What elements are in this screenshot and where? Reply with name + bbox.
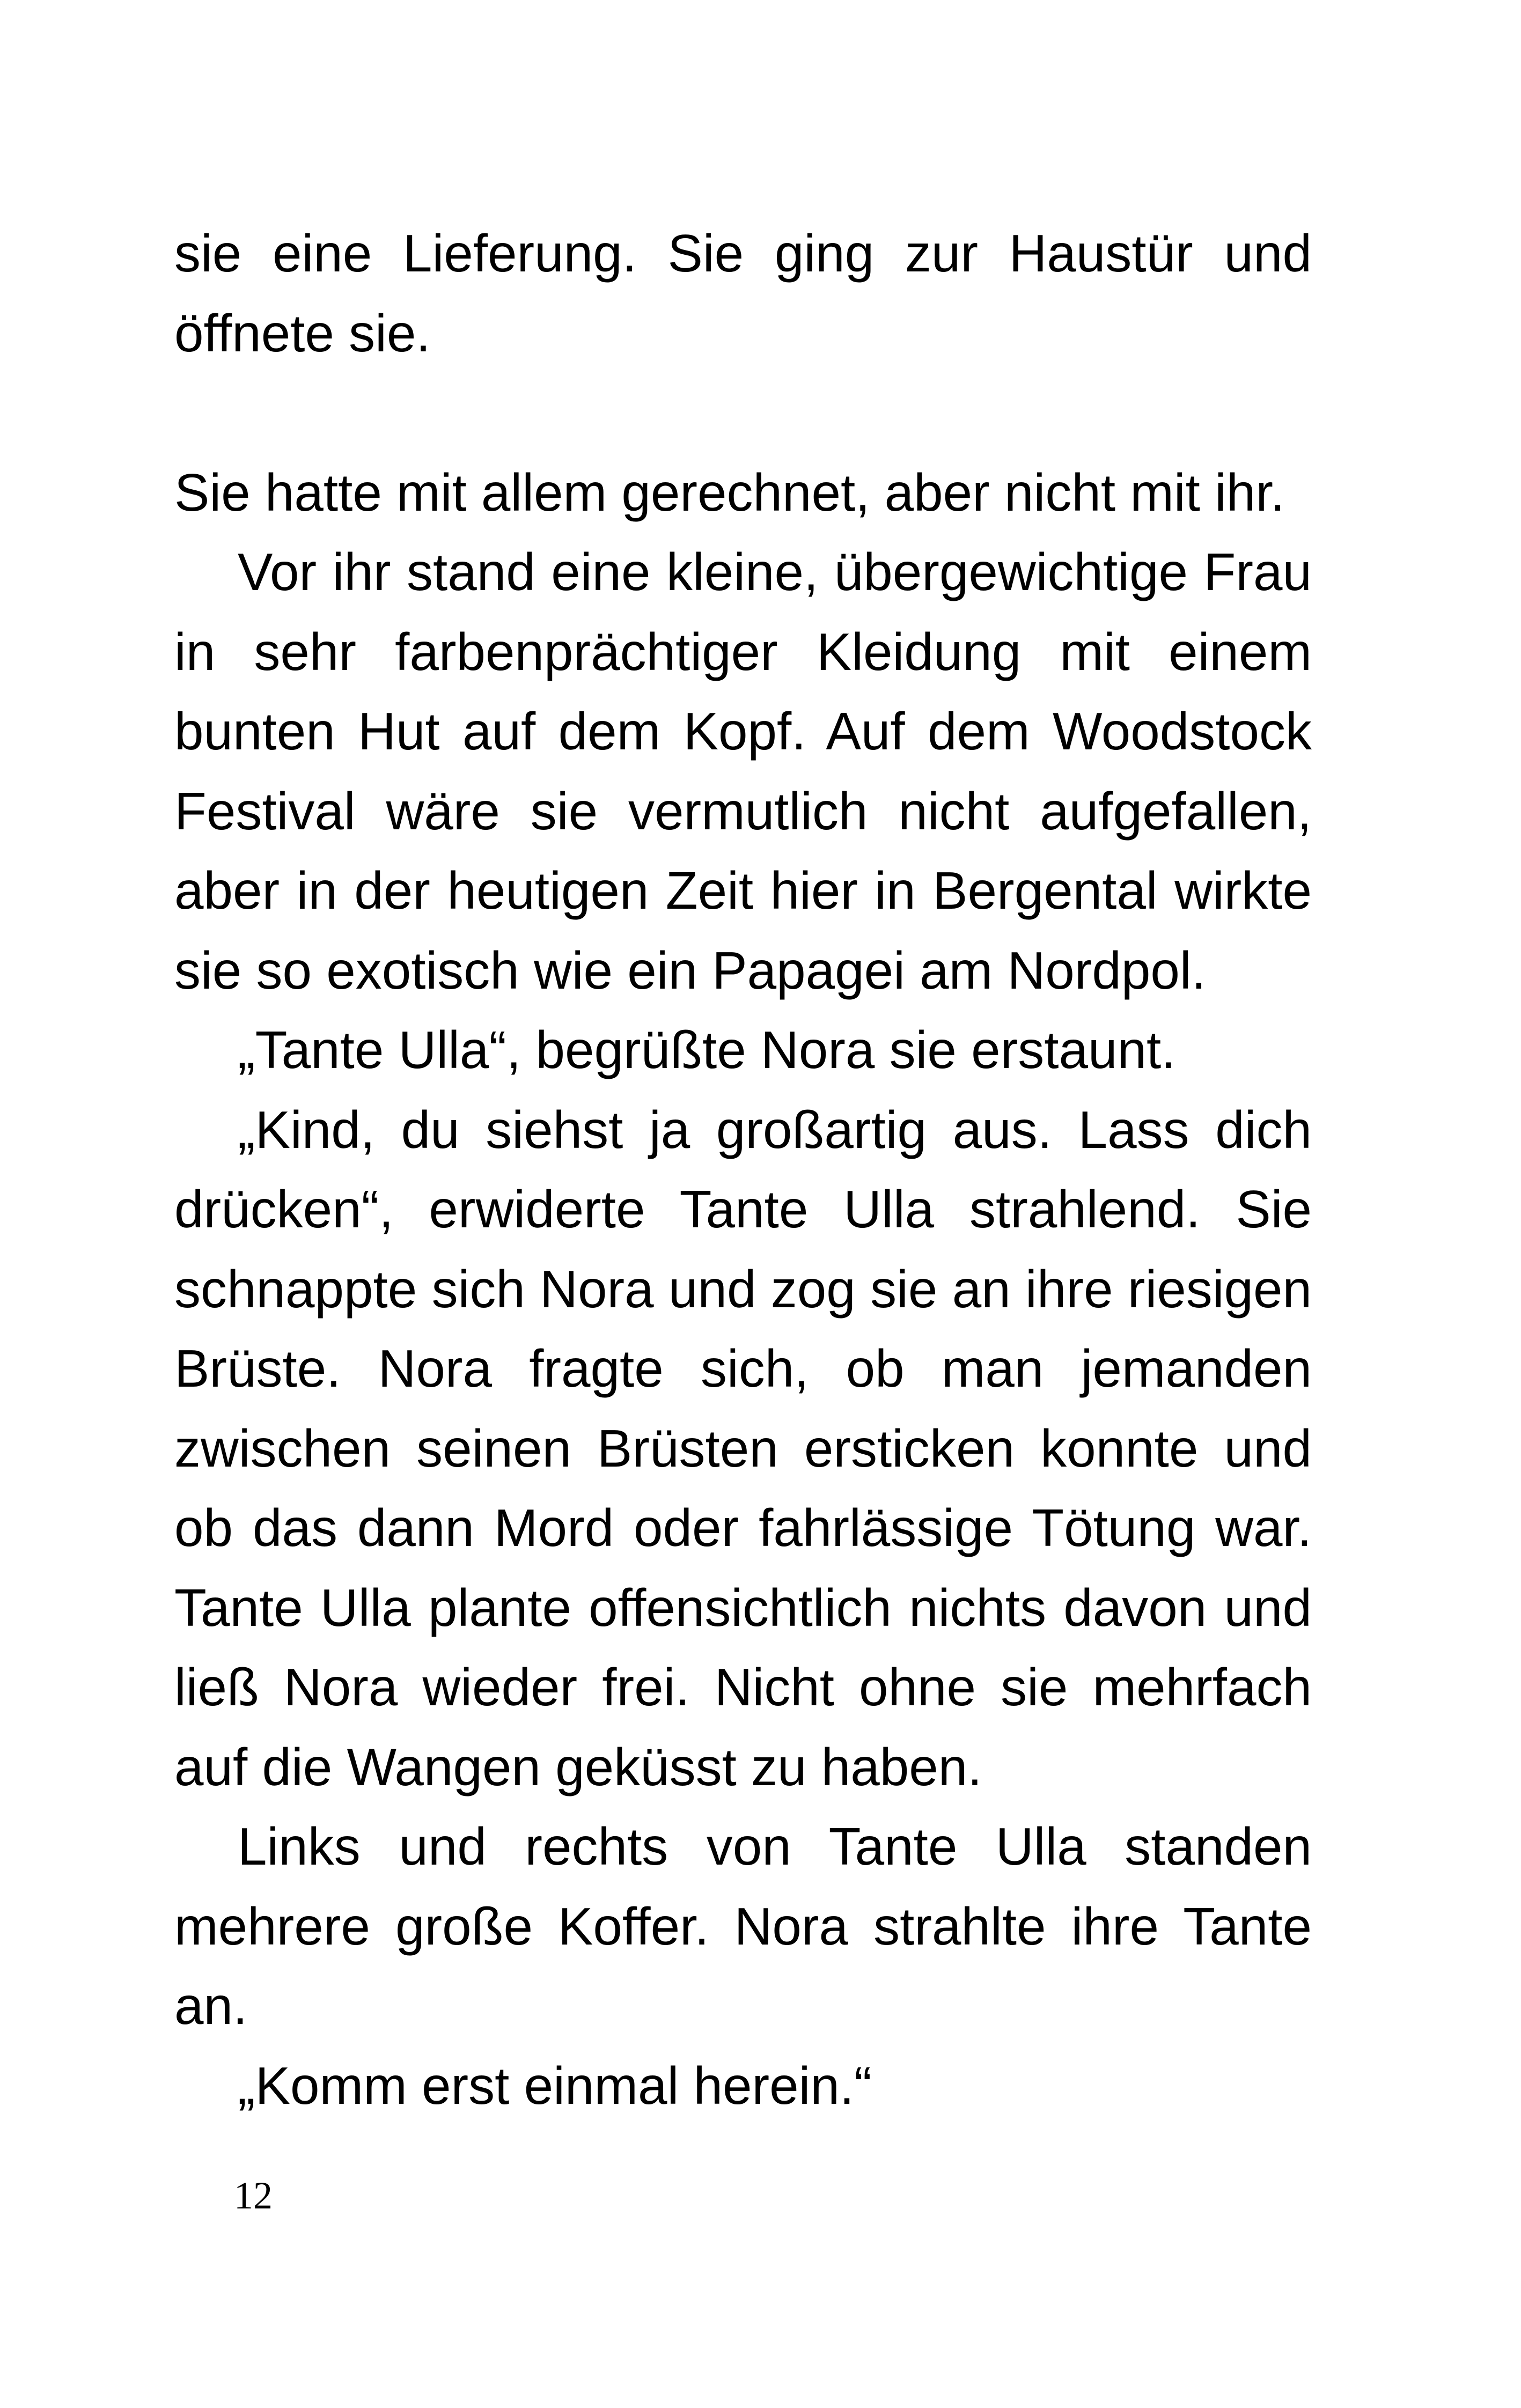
page-number: 12 — [234, 2174, 273, 2217]
paragraph-3: Vor ihr stand eine kleine, übergewichtige Frau in sehr farbenprächtiger Kleidung mit einem bunten Hut auf dem Kopf. Auf dem Woodstock Festival wäre sie vermutlich nicht aufgefallen, aber in der heutigen Zeit hier in Bergental wirkte sie so exotisch wie ein Papagei am Nordpol. — [174, 542, 1312, 1000]
section-break — [174, 373, 1312, 453]
paragraph-6: Links und rechts von Tante Ulla standen mehrere große Koffer. Nora strahlte ihre Tante an. — [174, 1817, 1312, 2035]
paragraph-5: „Kind, du siehst ja großartig aus. Lass dich drücken“, erwiderte Tante Ulla strahlend. Sie schnappte sich Nora und zog sie an ihre riesigen Brüste. Nora fragte sich, ob man jemanden zwischen seinen Brüsten ersticken konnte und ob das dann Mord oder fahrlässige Tötung war. Tante Ulla plante offensichtlich nichts davon und ließ Nora wieder frei. Nicht ohne sie mehrfach auf die Wangen geküsst zu haben. — [174, 1100, 1312, 1796]
body-text — [174, 213, 1312, 2125]
paragraph-1: sie eine Lieferung. Sie ging zur Haustür und öffnete sie. — [174, 224, 1312, 363]
paragraph-4: „Tante Ulla“, begrüßte Nora sie erstaunt. — [238, 1020, 1176, 1079]
paragraph-7: „Komm erst einmal herein.“ — [238, 2056, 872, 2115]
paragraph-2: Sie hatte mit allem gerechnet, aber nicht mit ihr. — [174, 462, 1285, 522]
